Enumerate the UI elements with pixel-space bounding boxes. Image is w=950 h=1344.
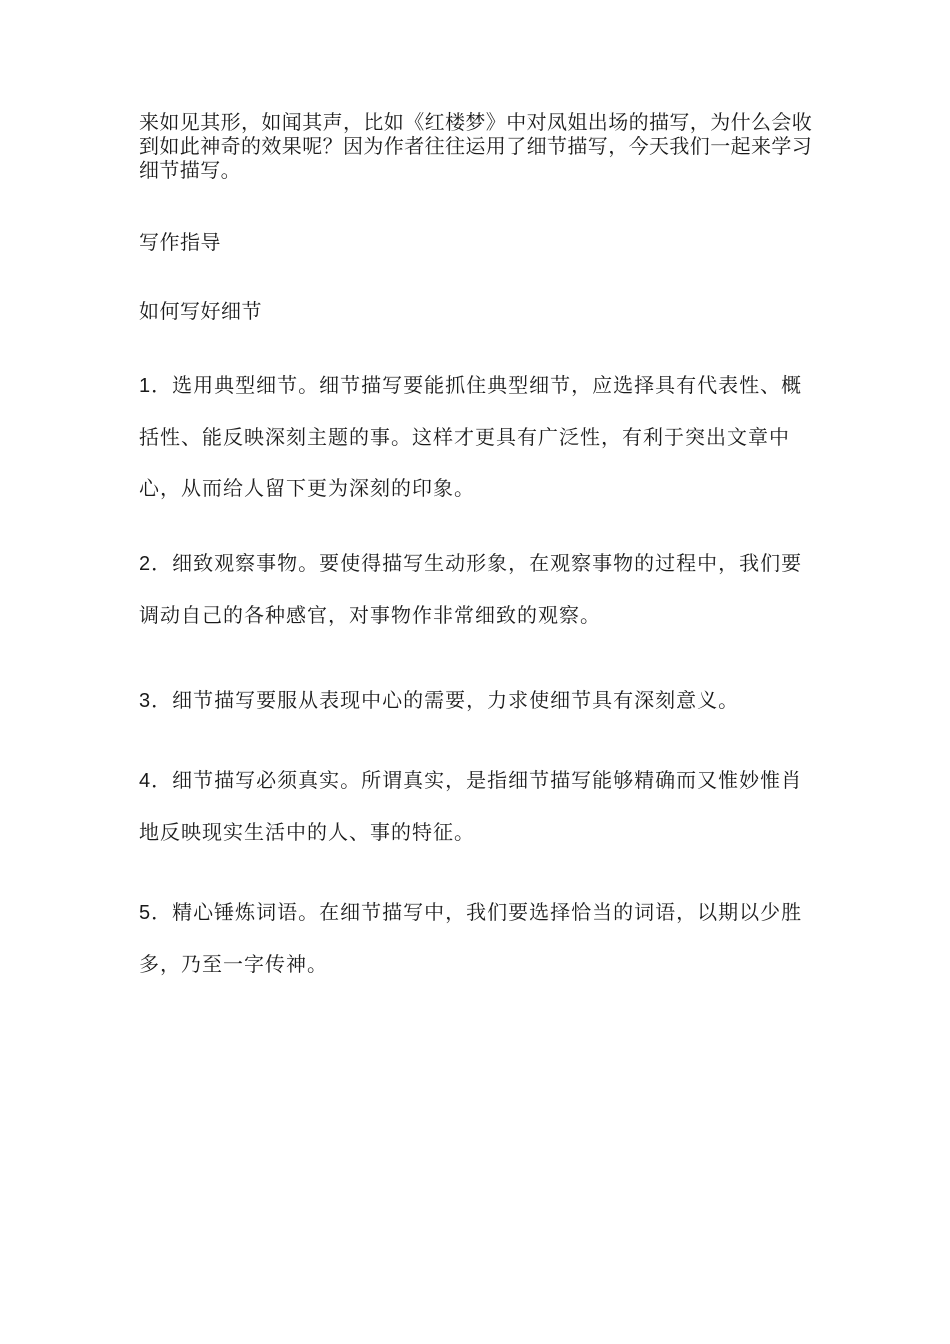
item-number: 5． [139,902,173,924]
item-number: 3． [139,690,173,712]
list-item-3 [139,675,819,727]
list-item-1 [139,360,819,514]
item-number: 4． [139,770,173,792]
item-text: 细节描写必须真实。所谓真实，是指细节描写能够精确而又惟妙惟肖地反映现实生活中的人、事的特征。 [139,768,803,844]
item-number: 1． [139,375,173,397]
intro-paragraph: 来如见其形，如闻其声，比如《红楼梦》中对凤姐出场的描写，为什么会收到如此神奇的效果呢？因为作者往往运用了细节描写，今天我们一起来学习细节描写。 [139,110,813,182]
item-text: 细节描写要服从表现中心的需要，力求使细节具有深刻意义。 [172,688,740,712]
list-item-4 [139,755,819,858]
list-item-5 [139,887,819,990]
document-page [139,110,819,990]
subsection-title: 如何写好细节 [139,299,262,323]
item-text: 选用典型细节。细节描写要能抓住典型细节，应选择具有代表性、概括性、能反映深刻主题的事。这样才更具有广泛性，有利于突出文章中心，从而给人留下更为深刻的印象。 [139,373,803,500]
item-text: 细致观察事物。要使得描写生动形象，在观察事物的过程中，我们要调动自己的各种感官，对事物作非常细致的观察。 [139,551,803,627]
item-text: 精心锤炼词语。在细节描写中，我们要选择恰当的词语，以期以少胜多，乃至一字传神。 [139,900,803,976]
item-number: 2． [139,553,173,575]
list-item-2 [139,538,819,641]
section-title: 写作指导 [139,230,221,254]
